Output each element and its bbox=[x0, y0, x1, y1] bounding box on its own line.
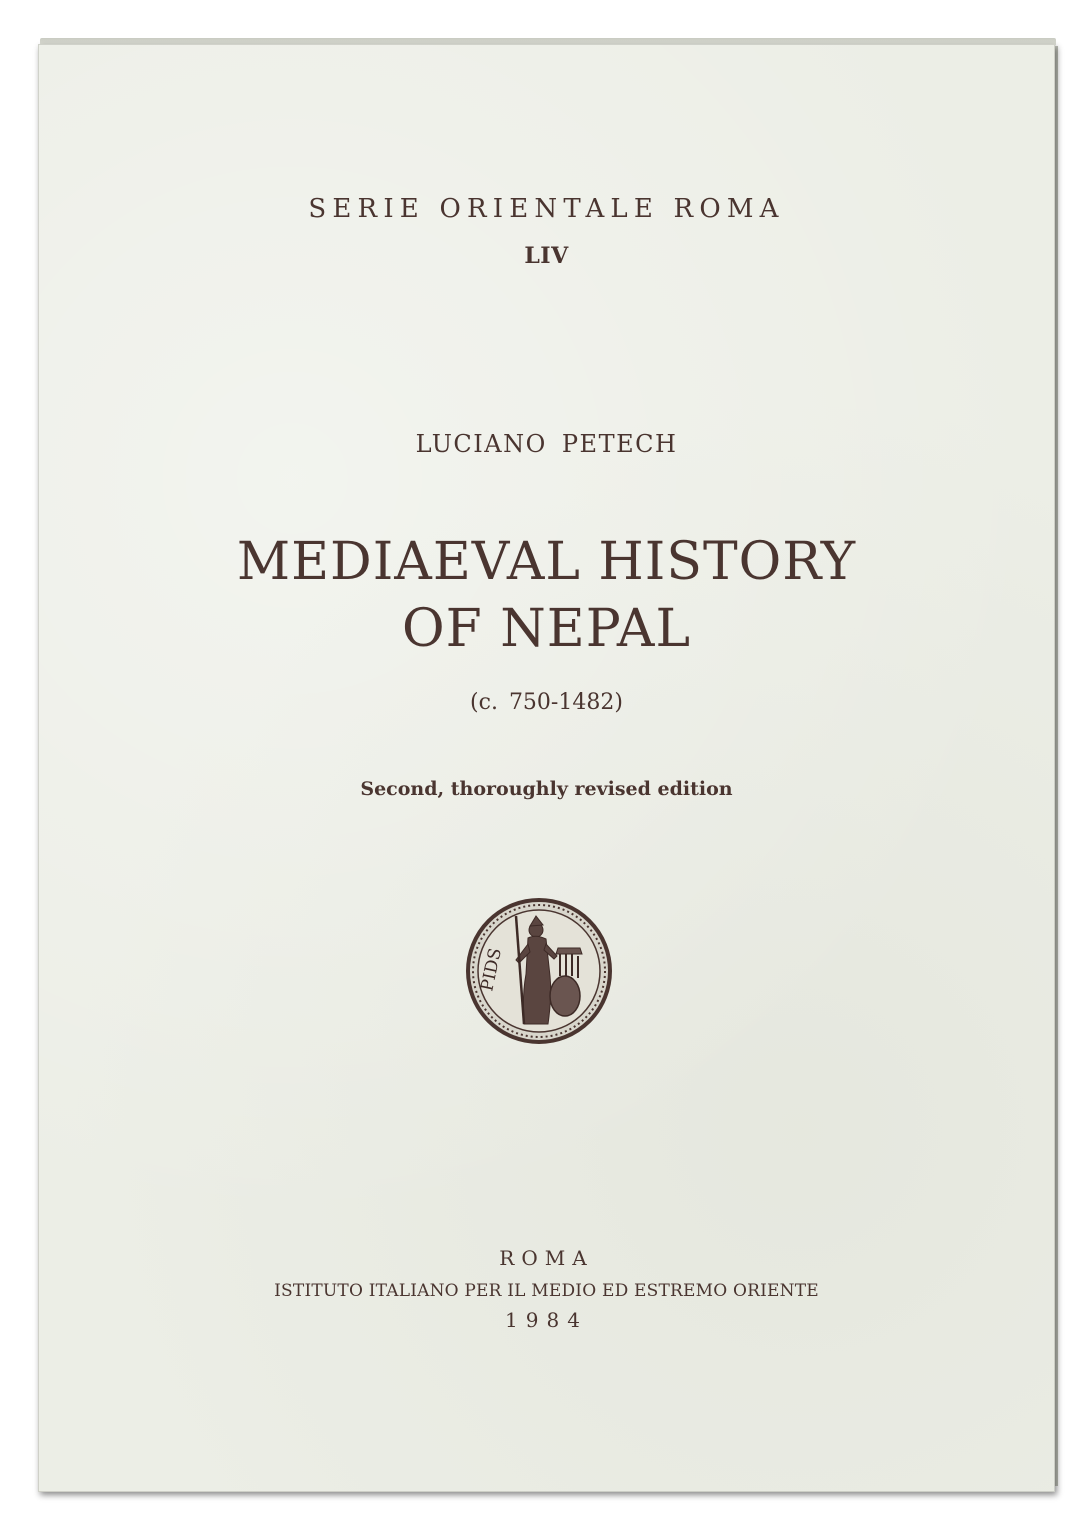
coin-emblem-icon bbox=[464, 896, 614, 1046]
book-cover bbox=[38, 44, 1055, 1492]
edition-note: Second, thoroughly revised edition bbox=[360, 778, 733, 800]
series-title: SERIE ORIENTALE ROMA bbox=[308, 194, 785, 224]
book-title-line-1: MEDIAEVAL HISTORY bbox=[236, 532, 857, 592]
publisher-name: ISTITUTO ITALIANO PER IL MEDIO ED ESTREMO ORIENTE bbox=[274, 1281, 819, 1301]
date-range: (c. 750-1482) bbox=[470, 690, 623, 715]
volume-number: LIV bbox=[524, 243, 569, 269]
publication-year: 1984 bbox=[505, 1308, 588, 1332]
author-name: LUCIANO PETECH bbox=[415, 430, 678, 458]
publication-place: ROMA bbox=[499, 1246, 594, 1270]
book-title-line-2: OF NEPAL bbox=[402, 599, 691, 659]
coin-inscription: PIDS bbox=[477, 946, 506, 994]
